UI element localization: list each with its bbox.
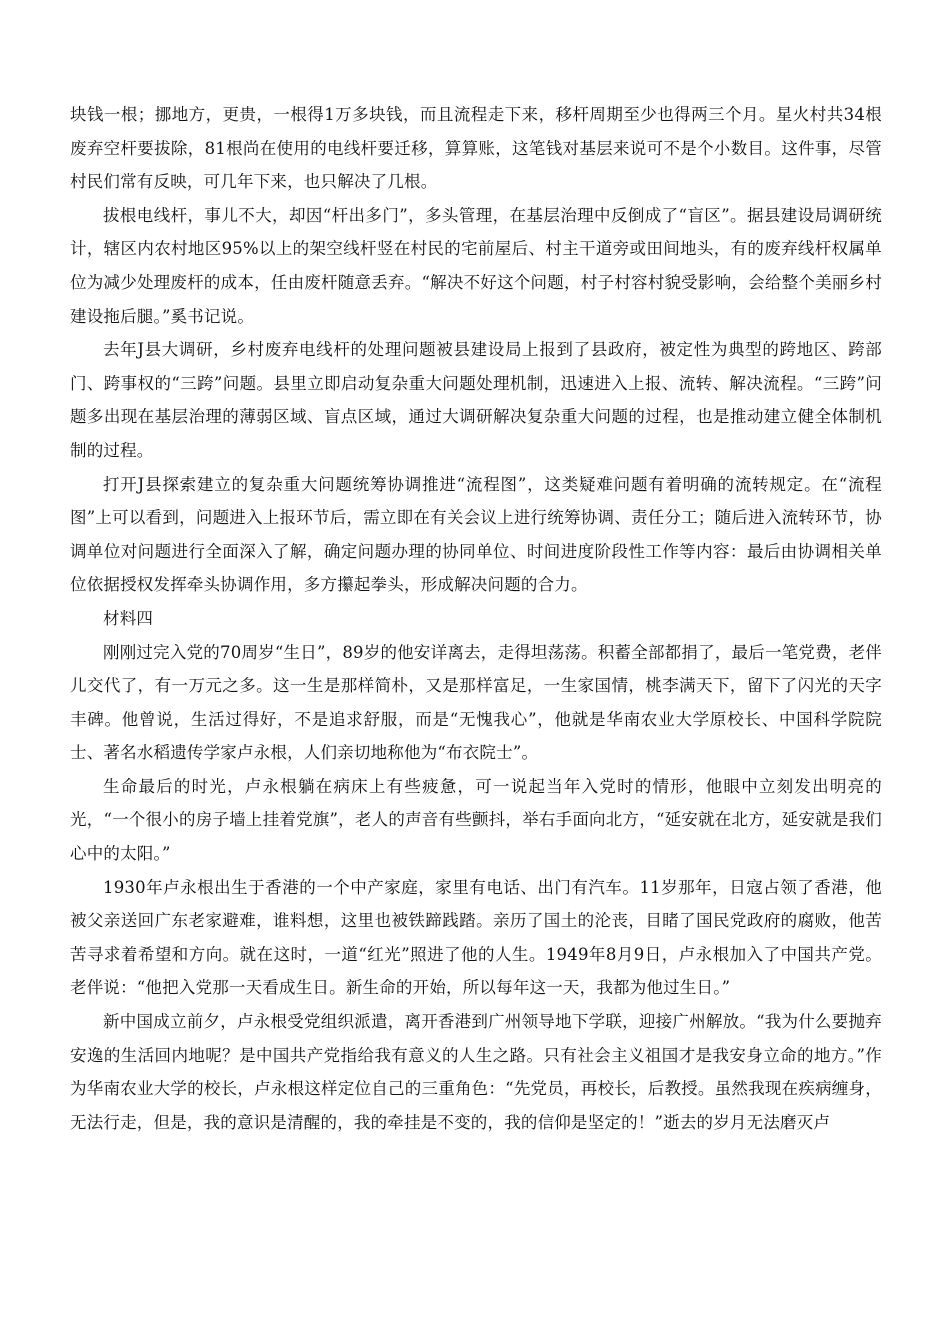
section-heading-material-four: 材料四 bbox=[103, 608, 154, 628]
paragraph-founding-era: 新中国成立前夕，卢永根受党组织派遣，离开香港到广州领导地下学联，迎接广州解放。“我为什么要抛弃安逸的生活回内地呢？是中国共产党指给我有意义的人生之路。只有社会主义祖国才是我安身立命的地方。”作为华南农业大学的校长，卢永根这样定位自己的三重角色：“先党员，再校长，后教授。虽然我现在疾病缠身，无法行走，但是，我的意识是清醒的，我的牵挂是不变的，我的信仰是坚定的！”逝去的岁月无法磨灭卢 bbox=[70, 1012, 882, 1132]
paragraph-county-survey: 去年J县大调研，乡村废弃电线杆的处理问题被县建设局上报到了县政府，被定性为典型的跨地区、跨部门、跨事权的“三跨”问题。县里立即启动复杂重大问题处理机制，迅速进入上报、流转、解决流程。“三跨”问题多出现在基层治理的薄弱区域、盲点区域，通过大调研解决复杂重大问题的过程，也是推动建立健全体制机制的过程。 bbox=[70, 340, 882, 460]
paragraph-continued: 块钱一根；挪地方，更贵，一根得1万多块钱，而且流程走下来，移杆周期至少也得两三个月。星火村共34根废弃空杆要拔除，81根尚在使用的电线杆要迁移，算算账，这笔钱对基层来说可不是个小数目。这件事，尽管村民们常有反映，可几年下来，也只解决了几根。 bbox=[70, 105, 882, 192]
paragraph-early-life: 1930年卢永根出生于香港的一个中产家庭，家里有电话、出门有汽车。11岁那年，日寇占领了香港，他被父亲送回广东老家避难，谁料想，这里也被铁蹄践踏。亲历了国土的沦丧，目睹了国民党政府的腐败，他苦苦寻求着希望和方向。就在这时，一道“红光”照进了他的人生。1949年8月9日，卢永根加入了中国共产党。老伴说：“他把入党那一天看成生日。新生命的开始，所以每年这一天，我都为他过生日。” bbox=[70, 877, 882, 998]
paragraph-last-moments: 生命最后的时光，卢永根躺在病床上有些疲惫，可一说起当年入党时的情形，他眼中立刻发出明亮的光，“一个很小的房子墙上挂着党旗”，老人的声音有些颤抖，举右手面向北方，“延安就在北方，延安就是我们心中的太阳。” bbox=[70, 776, 882, 864]
paragraph-power-pole-governance: 拔根电线杆，事儿不大，却因“杆出多门”，多头管理，在基层治理中反倒成了“盲区”。据县建设局调研统计，辖区内农村地区95%以上的架空线杆竖在村民的宅前屋后、村主干道旁或田间地头，有的废弃线杆权属单位为减少处理废杆的成本，任由废杆随意丢弃。“解决不好这个问题，村子村容村貌受影响，会给整个美丽乡村建设拖后腿。”奚书记说。 bbox=[70, 205, 882, 326]
paragraph-flowchart: 打开J县探索建立的复杂重大问题统筹协调推进“流程图”，这类疑难问题有着明确的流转规定。在“流程图”上可以看到，问题进入上报环节后，需立即在有关会议上进行统筹协调、责任分工；随后进入流转环节，协调单位对问题进行全面深入了解，确定问题办理的协同单位、时间进度阶段性工作等内容：最后由协调相关单位依据授权发挥牵头协调作用，多方攥起拳头，形成解决问题的合力。 bbox=[70, 474, 882, 595]
paragraph-lu-yonggen-intro: 刚刚过完入党的70周岁“生日”，89岁的他安详离去，走得坦荡荡。积蓄全部都捐了，最后一笔党费，老伴儿交代了，有一万元之多。这一生是那样简朴，又是那样富足，一生家国情，桃李满天下，留下了闪光的天字丰碑。他曾说，生活过得好，不是追求舒服，而是“无愧我心”，他就是华南农业大学原校长、中国科学院院士、著名水稻遗传学家卢永根，人们亲切地称他为“布衣院士”。 bbox=[70, 642, 882, 763]
